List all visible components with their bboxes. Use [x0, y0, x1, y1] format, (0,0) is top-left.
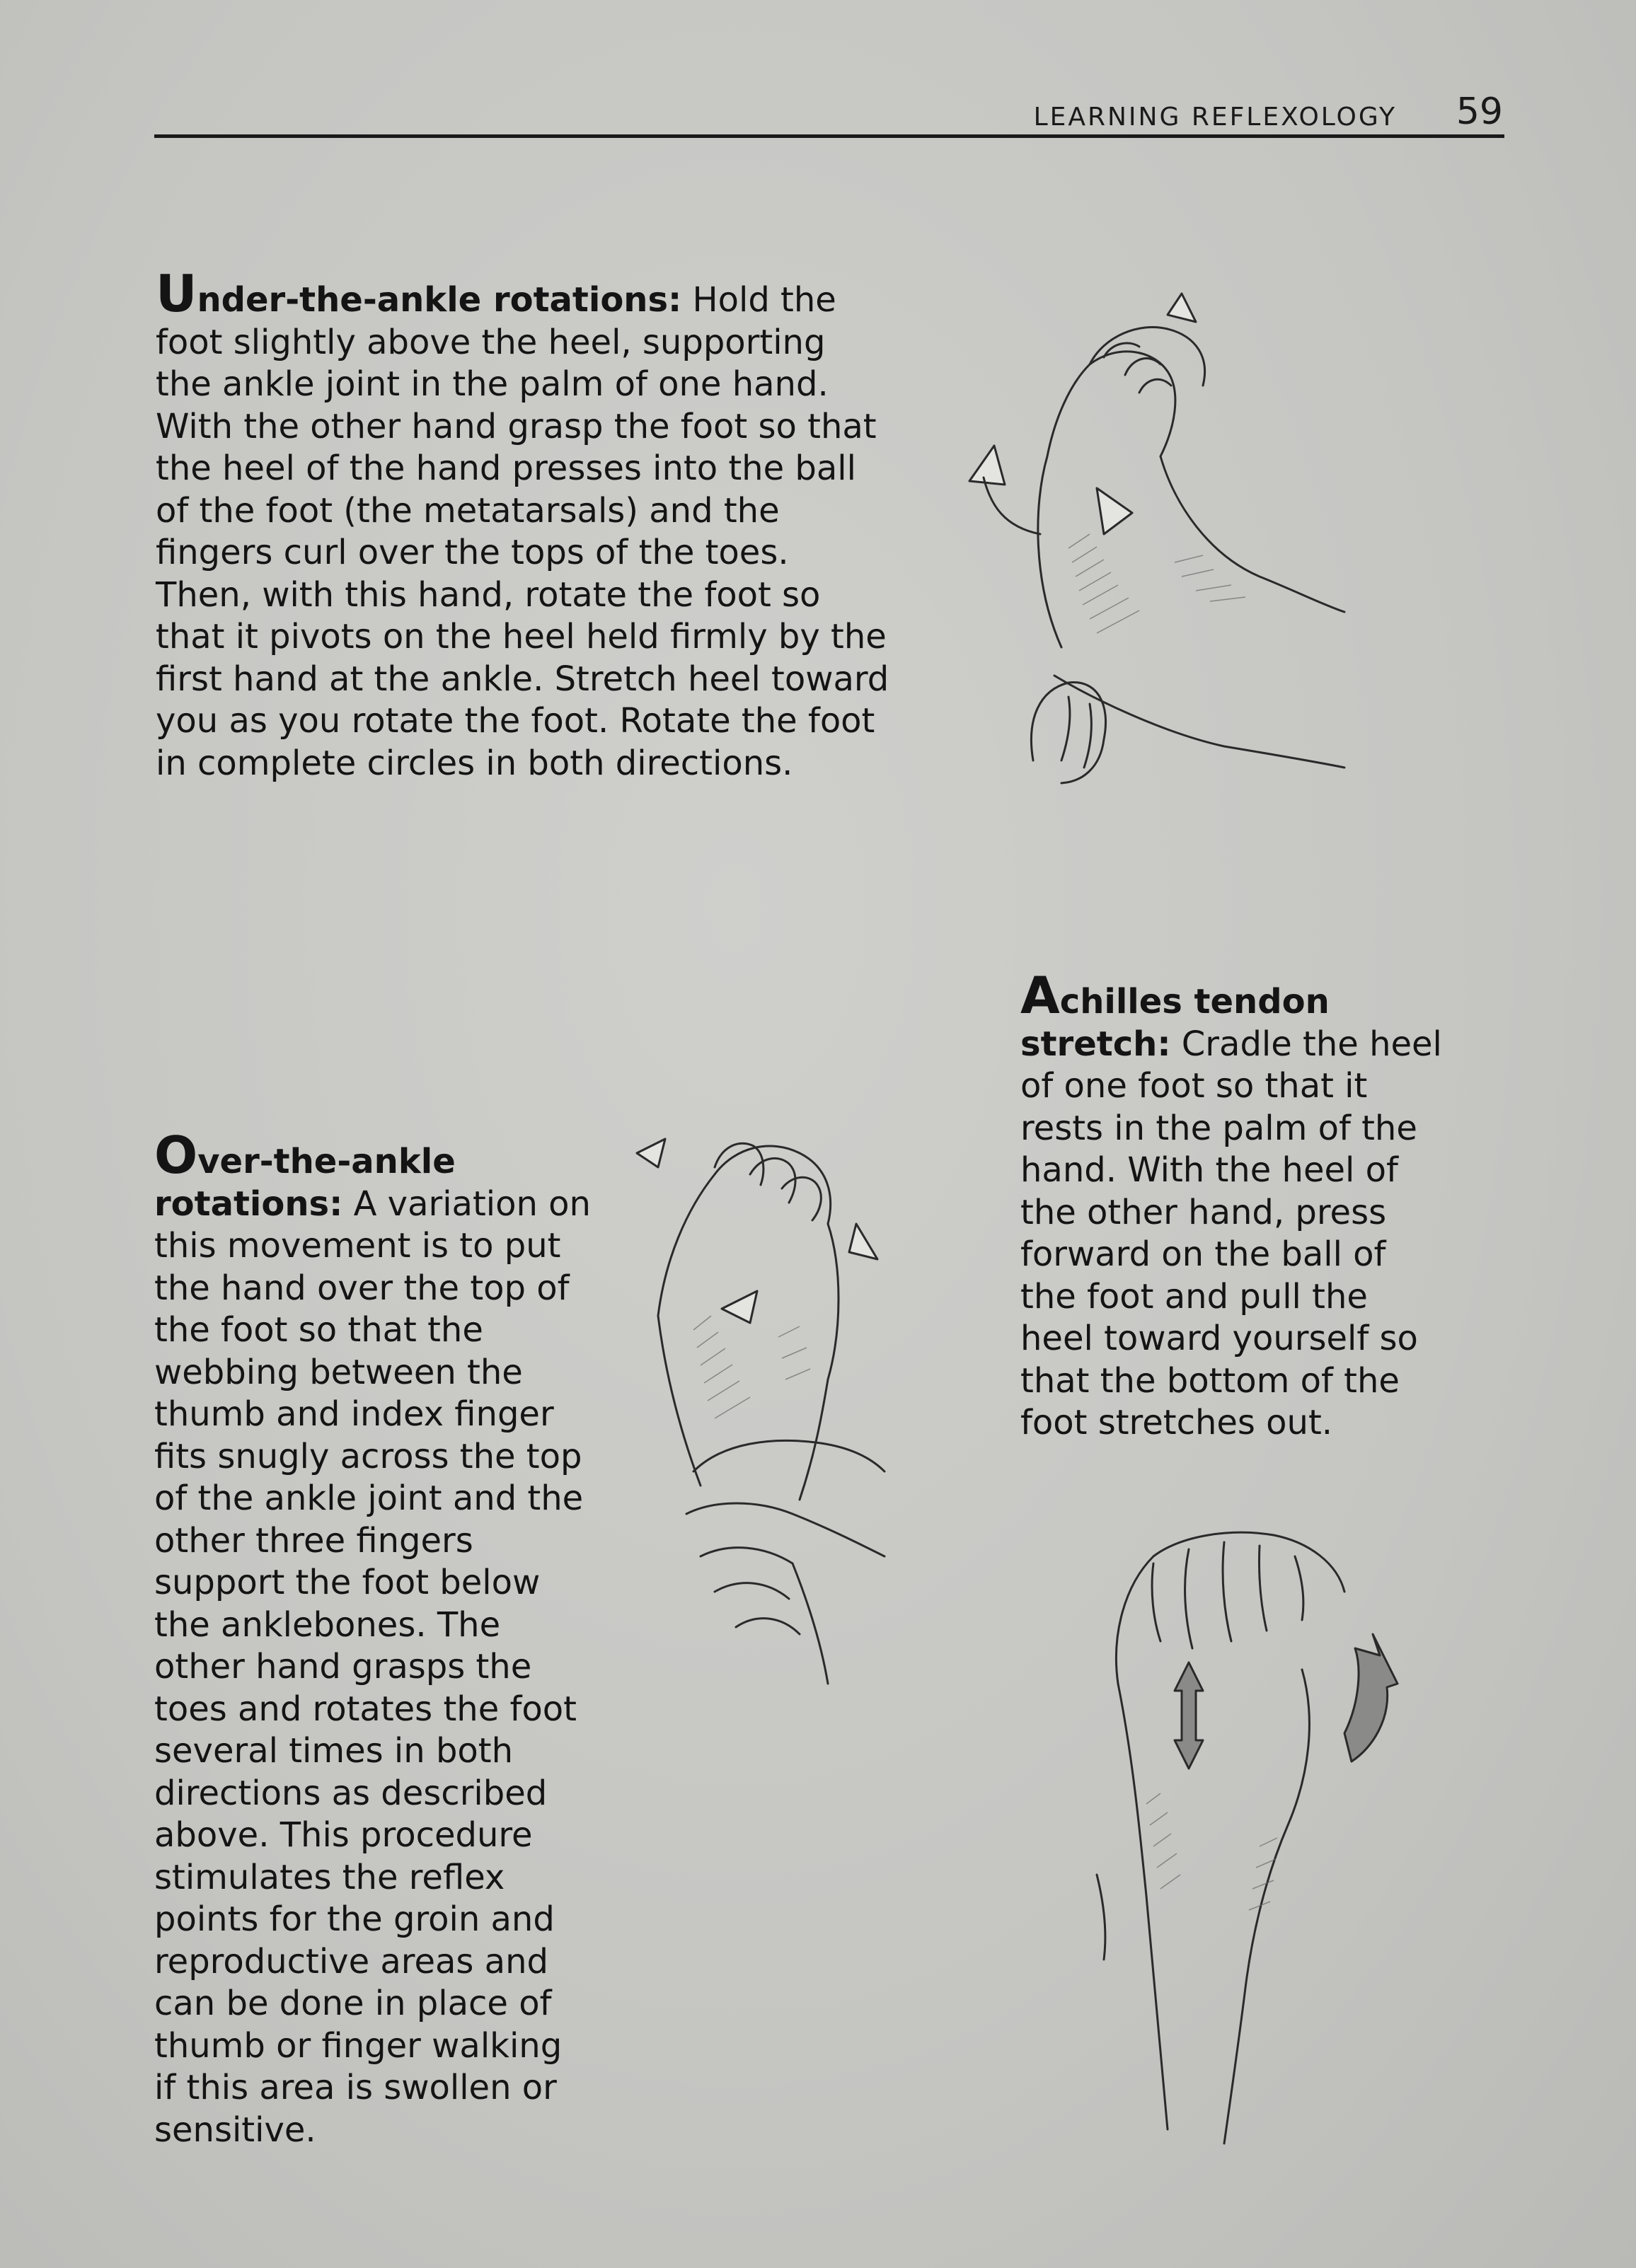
- paragraph-body: A variation on this movement is to put the hand over the top of the foot so that the webbing between the thumb and index finger fits snugly across the top of the ankle joint and the other three fingers support the foot below the anklebones. The other hand grasps the toes and rotates the foot several times in both directions as described above. This procedure stimulates the reflex points for the groin and reproductive areas and can be done in place of thumb or finger walking if this area is swollen or sensitive.: [154, 1184, 591, 2150]
- page-number: 59: [1456, 91, 1503, 133]
- under-ankle-rotations-paragraph: [156, 264, 892, 785]
- section-heading: ver-the-ankle rotations:: [154, 1142, 456, 1224]
- running-head-title: LEARNING REFLEXOLOGY: [1033, 103, 1397, 132]
- foot-hands-drawing: [616, 1104, 920, 1726]
- dropcap: A: [1020, 966, 1060, 1025]
- paragraph-body: Hold the foot slightly above the heel, supporting the ankle joint in the palm of one hand. With the other hand grasp the foot so that the heel of the hand presses into the ball of the foot (the metatarsals) and the fingers curl over the tops of the toes. Then, with this hand, rotate the foot so that it pivots on the heel held firmly by the first hand at the ankle. Stretch heel toward you as you rotate the foot. Rotate the foot in complete circles in both directions.: [156, 280, 889, 783]
- over-ankle-rotations-paragraph: [154, 1126, 593, 2151]
- running-head: [154, 85, 1504, 138]
- paragraph-body: Cradle the heel of one foot so that it rests in the palm of the hand. With the heel of the other hand, press forward on the ball of the foot and pull the heel toward yourself so that the bottom of the foot stretches out.: [1020, 1024, 1442, 1442]
- foot-hands-drawing: [927, 279, 1352, 796]
- section-heading: chilles tendon stretch:: [1020, 982, 1330, 1064]
- section-heading: nder-the-ankle rotations:: [197, 280, 682, 320]
- achilles-tendon-stretch-paragraph: [1020, 966, 1445, 1445]
- foot-hands-drawing: [1076, 1507, 1444, 2151]
- over-ankle-rotation-illustration: [616, 1104, 920, 1726]
- dropcap: O: [154, 1126, 198, 1185]
- dropcap: U: [156, 264, 197, 323]
- achilles-stretch-illustration: [1076, 1507, 1444, 2151]
- under-ankle-rotation-illustration: [927, 279, 1352, 796]
